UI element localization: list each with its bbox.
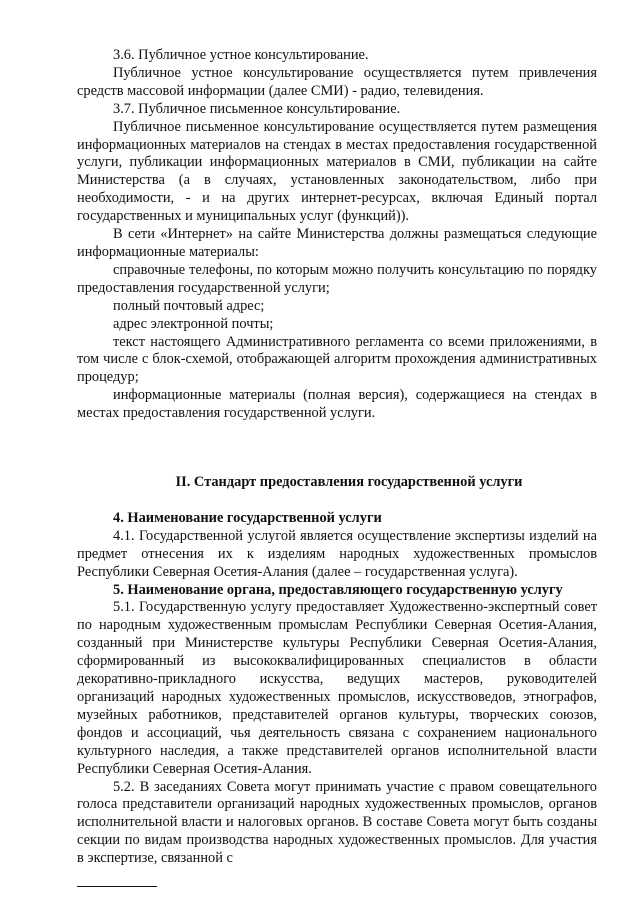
list-item-phones: справочные телефоны, по которым можно получить консультацию по порядку предоставления государственной услуги; (77, 261, 597, 296)
section-title: II. Стандарт предоставления государственной услуги (175, 474, 523, 491)
paragraph-3-6-heading: 3.6. Публичное устное консультирование. (113, 47, 369, 63)
paragraph-5-1: 5.1. Государственную услугу предоставляет Художественно-экспертный совет по народным художественным промыслам Республики Северная Осетия-Алания, созданный при Министерстве культуры Республики Северная Осетия-Алания, сформированный из высококвалифицированных специалистов в области декоративно-прикладного искусства, ведущих мастеров, руководителей организаций народных художественных промыслов, искусствоведов, этнографов, музейных работников, представителей органов культуры, творческих союзов, фондов и ассоциаций, чья деятельность связана с сохранением национального культурного наследия, а также представителей органов исполнительной власти Республики Северная Осетия-Алания. (77, 599, 597, 777)
paragraph-public-written: Публичное письменное консультирование осуществляется путем размещения информационных материалов на стендах в местах предоставления государственной услуги, публикации информационных материалов в СМИ, публикации на сайте Министерства (а в случаях, установленных законодательством, либо при необходимости, - и на других интернет-ресурсах, включая Единый портал государственных и муниципальных услуг (функций)). (77, 118, 597, 225)
list-item-postal-address: полный почтовый адрес; (113, 297, 265, 314)
list-item-info-materials: информационные материалы (полная версия), содержащиеся на стендах в местах предоставления государственной услуги. (77, 387, 597, 422)
footnote-rule (77, 886, 157, 887)
paragraph-public-oral: Публичное устное консультирование осуществляется путем привлечения средств массовой информации (далее СМИ) - радио, телевидения. (77, 64, 597, 99)
paragraph-4-1: 4.1. Государственной услугой является осуществление экспертизы изделий на предмет отнесения их к изделиям народных художественных промыслов Республики Северная Осетия-Алания (далее – государственная услуга). (77, 527, 597, 580)
paragraph-internet-site: В сети «Интернет» на сайте Министерства должны размещаться следующие информационные материалы: (77, 226, 597, 260)
paragraph-5-2: 5.2. В заседаниях Совета могут принимать участие с правом совещательного голоса представители организаций народных художественных промыслов, органов исполнительной власти и налоговых органов. В составе Совета могут быть созданы секции по видам производства народных художественных промыслов. Для участия в экспертизе, связанной с (77, 778, 597, 867)
list-item-regulation-text: текст настоящего Административного регламента со всеми приложениями, в том числе с блок-схемой, отображающей алгоритм прохождения административных процедур; (77, 333, 597, 386)
paragraph-3-7-heading: 3.7. Публичное письменное консультирование. (113, 100, 401, 117)
document-page (77, 47, 597, 868)
list-item-email: адрес электронной почты; (113, 315, 274, 332)
heading-4: 4. Наименование государственной услуги (113, 509, 382, 526)
heading-5: 5. Наименование органа, предоставляющего государственную услугу (113, 581, 563, 598)
